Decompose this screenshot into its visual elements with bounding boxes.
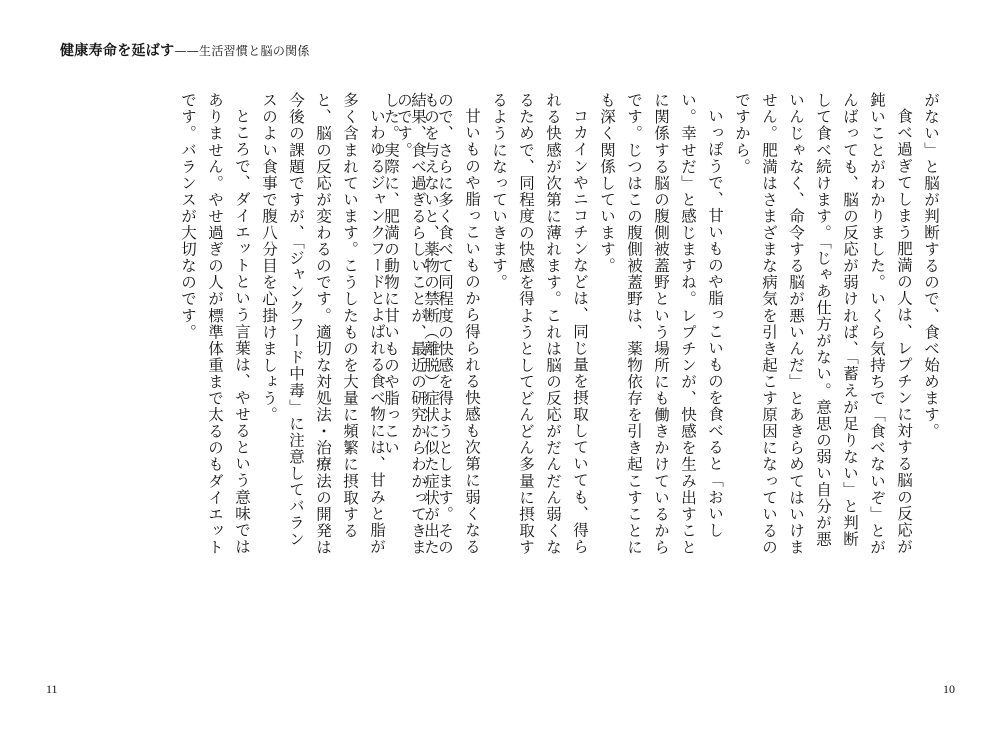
body-paragraph: ものを与えないと、薬物の禁断（離脱）症状に似た症状が出たのです。	[395, 92, 440, 556]
left-page-body	[179, 92, 444, 562]
page-number-right: 10	[943, 682, 955, 696]
body-paragraph: 甘いものや脂っこいものから得られる快感も次第に弱くなるので、さらに多く食べて同程度の快感を得ようとします。その結果、食べ過ぎるらしいことが、最近の研究からわかってきました。実際に、肥満の動物に甘いものや脂っこい	[382, 92, 481, 556]
body-paragraph: ところで、ダイエットという言葉は、やせるという意味ではありません。やせ過ぎの人が標準体重まで太るのもダイエットです。バランスが大切なのです。	[179, 92, 251, 556]
body-paragraph: コカインやニコチンなどは、同じ量を摂取していても、得られる快感が次第に薄れます。これは脳の反応がだんだん弱くなるためで、同程度の快感を得ようとしてどんどん多量に摂取するようになっていきます。	[490, 92, 589, 556]
body-paragraph: がない」と脳が判断するので、食べ始めます。	[922, 92, 940, 440]
running-header	[60, 40, 310, 60]
page-number-left: 11	[46, 682, 58, 696]
header-separator: ——	[174, 44, 200, 58]
header-title: 健康寿命を延ばす	[60, 43, 175, 59]
body-paragraph: いっぽうで、甘いものや脂っこいものを食べると「おいしい。幸せだ」と感じますね。レプチンが、快感を生み出すことに関係する脳の腹側被蓋野という場所にも働きかけているからです。じつはこの腹側被蓋野は、薬物依存を引き起こすことにも深く関係しています。	[598, 92, 724, 556]
body-paragraph: いわゆるジャンクフードとよばれる食べ物には、甘みと脂が多く含まれています。こうしたものを大量に頻繁に摂取すると、脳の反応が変わるのです。適切な対処法・治療法の開発は今後の課題ですが、「ジャンクフード中毒」に注意してバランスのよい食事で腹八分目を心掛けましょう。	[260, 92, 386, 556]
header-subtitle: 生活習慣と脳の関係	[199, 44, 310, 58]
body-paragraph: 食べ過ぎてしまう肥満の人は、レプチンに対する脳の反応が鈍いことがわかりました。いくら気持ちで「食べないぞ」とがんばっても、脳の反応が弱ければ、「蓄えが足りない」と判断して食べ続けます。「じゃあ仕方がない。意思の弱い自分が悪いんじゃなく、命令する脳が悪いんだ」とあきらめてはいけません。肥満はさまざまな病気を引き起こす原因になっているのですから。	[733, 92, 913, 556]
